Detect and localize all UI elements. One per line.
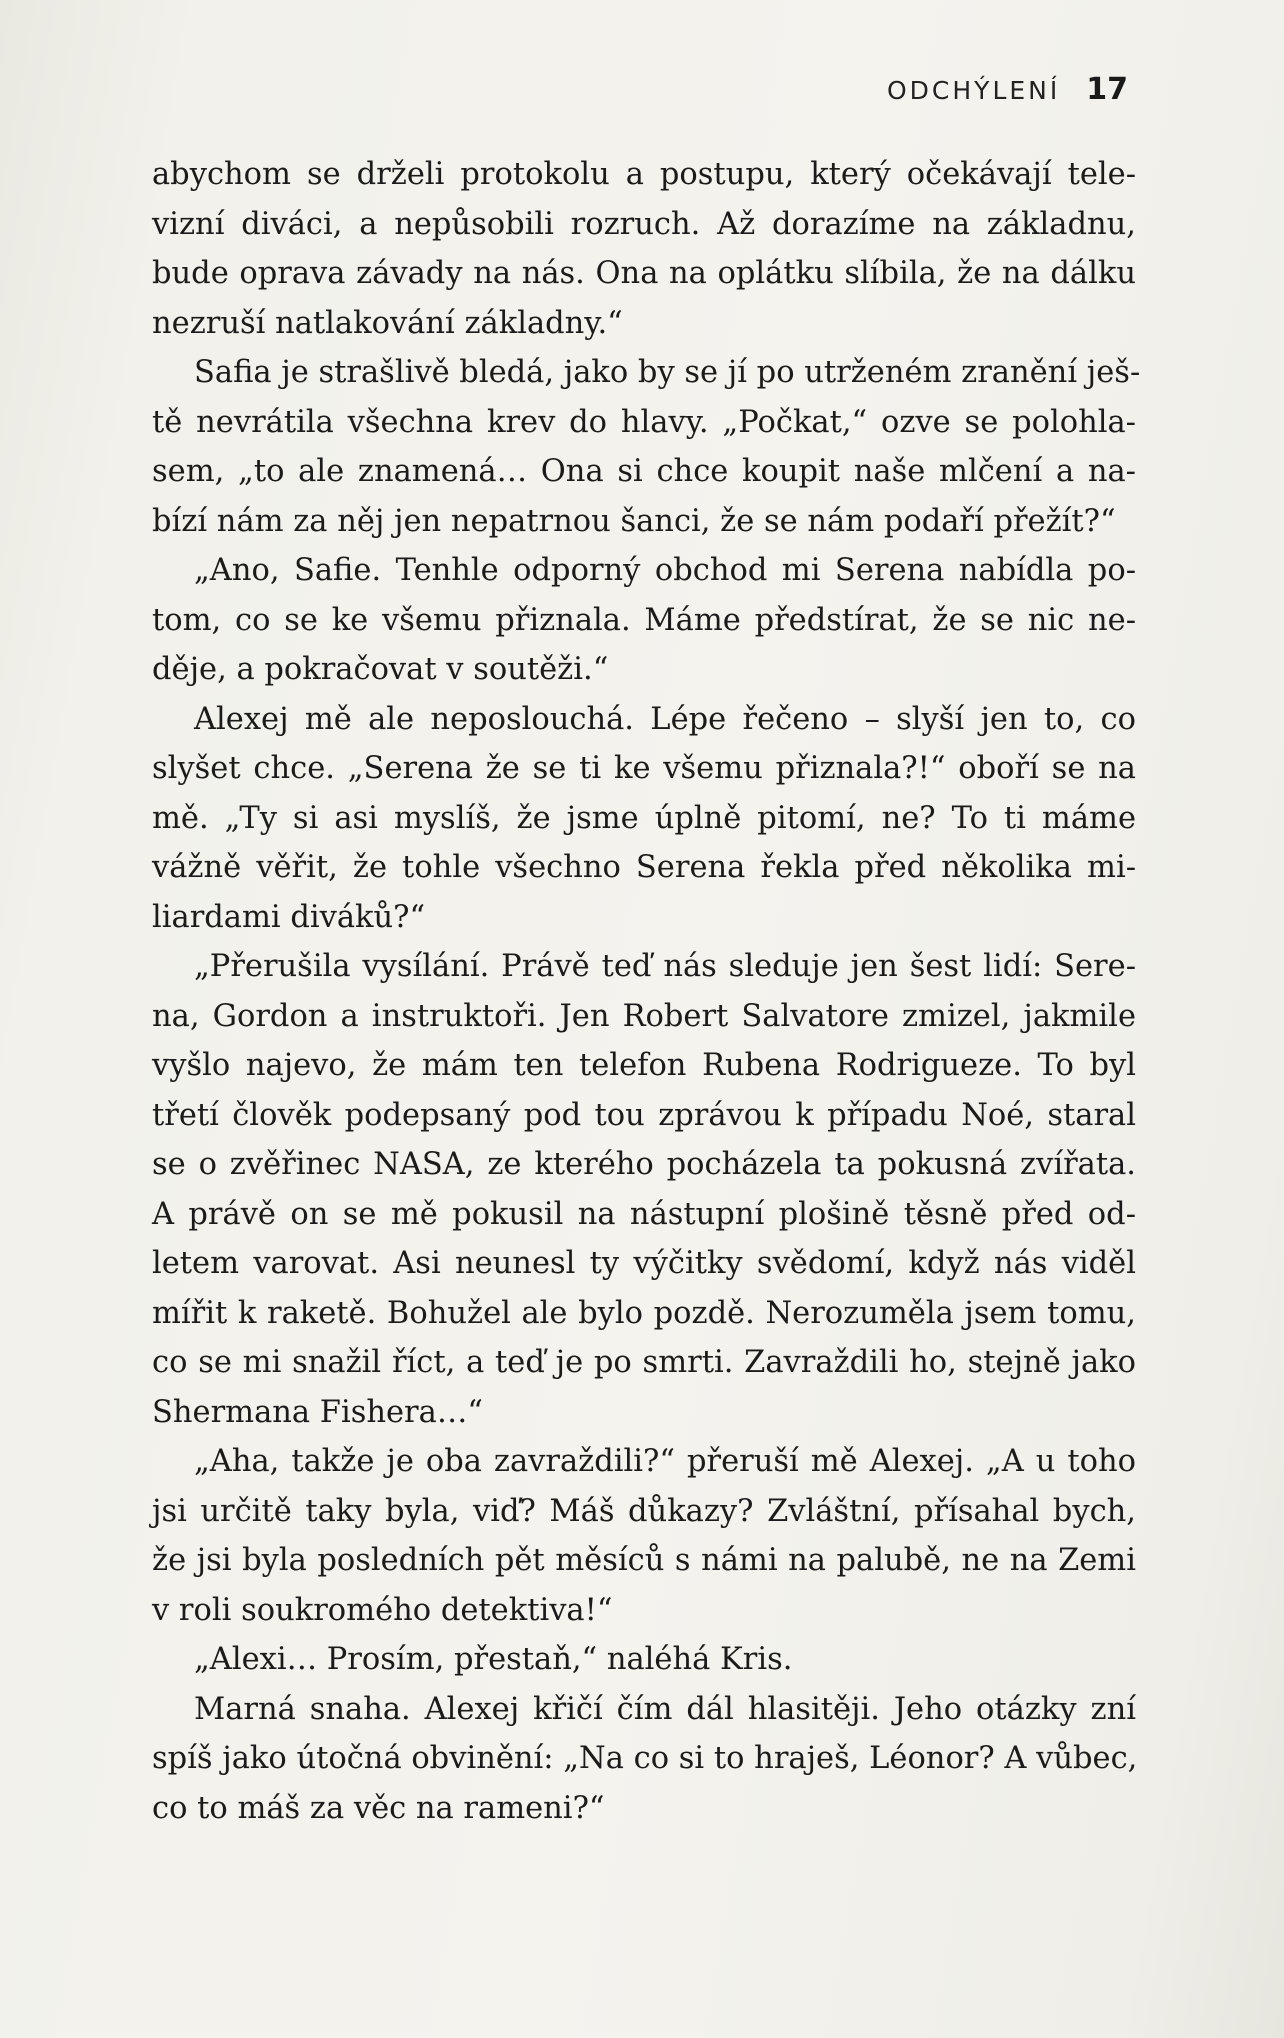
text-line: třetí člověk podepsaný pod tou zprávou k případu Noé, staral [152,1097,1136,1133]
text-line: mě. „Ty si asi myslíš, že jsme úplně pitomí, ne? To ti máme [152,800,1136,836]
text-line: slyšet chce. „Serena že se ti ke všemu přiznala?!“ oboří se na [152,751,1136,786]
text-line: Shermana Fishera…“ [152,1394,483,1430]
page-header [887,72,1128,107]
text-line: abychom se drželi protokolu a postupu, který očekávají tele- [152,157,1136,192]
text-line: A právě on se mě pokusil na nástupní plošině těsně před od- [152,1196,1136,1232]
text-line: tě nevrátila všechna krev do hlavy. „Počkat,“ ozve se polohla- [152,404,1136,440]
text-line: spíš jako útočná obvinění: „Na co si to hraješ, Léonor? A vůbec, [152,1741,1138,1776]
text-line: mířit k raketě. Bohužel ale bylo pozdě. Nerozuměla jsem tomu, [152,1295,1136,1331]
text-line: jsi určitě taky byla, viď? Máš důkazy? Zvláštní, přísahal bych, [152,1493,1136,1529]
text-line: bude oprava závady na nás. Ona na oplátku slíbila, že na dálku [152,256,1136,291]
text-line: vizní diváci, a nepůsobili rozruch. Až dorazíme na základnu, [152,206,1136,242]
text-line: co to máš za věc na rameni?“ [152,1790,605,1826]
text-line: „Alexi… Prosím, přestaň,“ naléhá Kris. [194,1642,793,1677]
text-line: v roli soukromého detektiva!“ [152,1592,613,1628]
running-title: ODCHÝLENÍ [886,76,1061,105]
text-line: Alexej mě ale neposlouchá. Lépe řečeno – slyší jen to, co [194,701,1136,737]
text-line: liardami diváků?“ [152,899,426,935]
text-line: Marná snaha. Alexej křičí čím dál hlasitěji. Jeho otázky zní [194,1691,1136,1727]
text-line: „Ano, Safie. Tenhle odporný obchod mi Serena nabídla po- [194,553,1136,588]
text-line: se o zvěřinec NASA, ze kterého pocházela ta pokusná zvířata. [152,1147,1136,1182]
page-number: 17 [1086,72,1128,107]
text-line: že jsi byla posledních pět měsíců s námi na palubě, ne na Zemi [152,1543,1136,1578]
text-line: vyšlo najevo, že mám ten telefon Rubena Rodrigueze. To byl [152,1048,1136,1083]
text-line: děje, a pokračovat v soutěži.“ [152,652,609,687]
text-line: na, Gordon a instruktoři. Jen Robert Salvatore zmizel, jakmile [152,998,1136,1034]
text-line: co se mi snažil říct, a teď je po smrti. Zavraždili ho, stejně jako [152,1345,1136,1380]
text-line: bízí nám za něj jen nepatrnou šanci, že se nám podaří přežít?“ [152,503,1116,539]
text-line: vážně věřit, že tohle všechno Serena řekla před několika mi- [152,850,1136,885]
text-line: „Aha, takže je oba zavraždili?“ přeruší mě Alexej. „A u toho [194,1444,1136,1479]
text-line: nezruší natlakování základny.“ [152,305,623,341]
text-line: tom, co se ke všemu přiznala. Máme předstírat, že se nic ne- [152,602,1136,638]
text-line: letem varovat. Asi neunesl ty výčitky svědomí, když nás viděl [152,1246,1136,1281]
text-line: „Přerušila vysílání. Právě teď nás sleduje jen šest lidí: Sere- [194,949,1136,984]
text-line: Safia je strašlivě bledá, jako by se jí po utrženém zranění ješ- [194,355,1141,390]
text-line: sem, „to ale znamená… Ona si chce koupit naše mlčení a na- [152,454,1136,489]
text-body [152,150,1141,1833]
